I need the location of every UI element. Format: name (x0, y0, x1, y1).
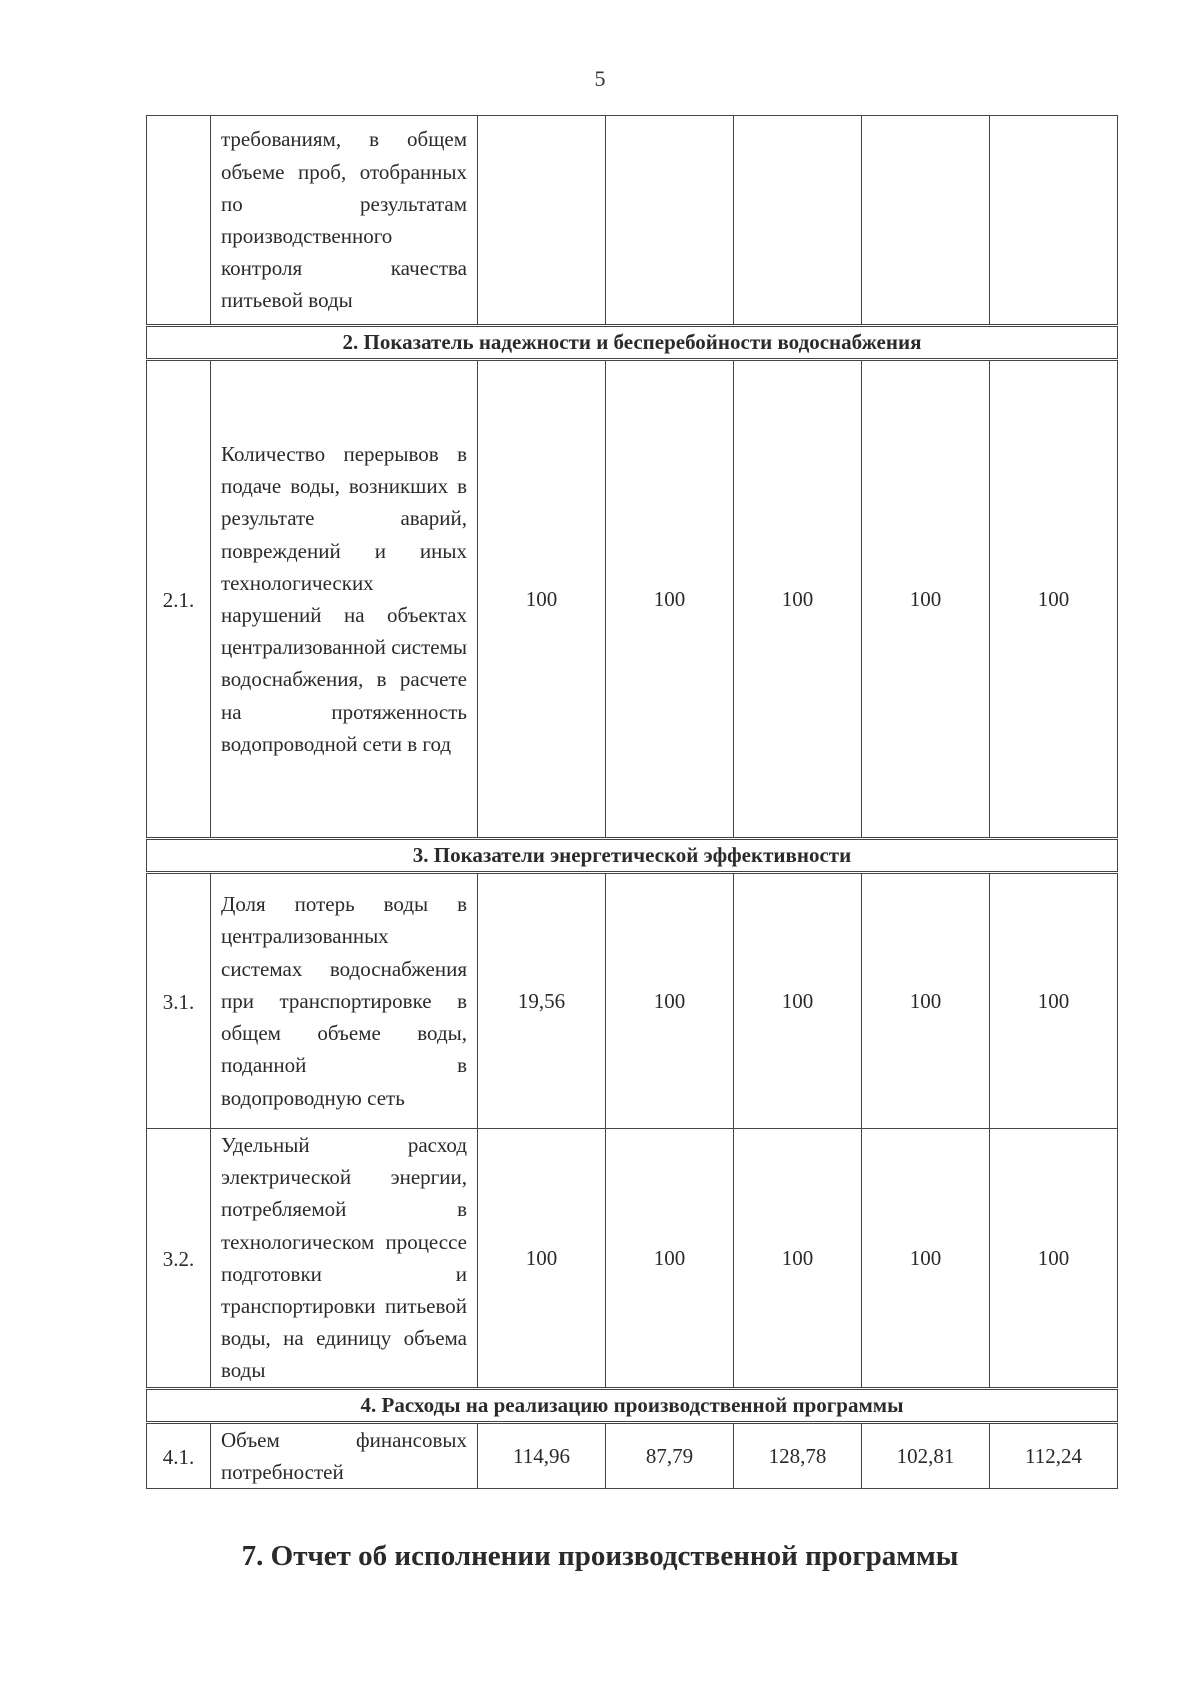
value-cell: 100 (734, 360, 862, 839)
indicator-name: Количество перерывов в подаче воды, возникших в результате аварий, повреждений и иных технологических нарушений на объектах централизованной системы водоснабжения, в расчете на протяженность водопроводной сети в год (211, 360, 478, 839)
indicator-name: Удельный расход электрической энергии, потребляемой в технологическом процессе подготовки и транспортировки питьевой воды, на единицу объема воды (211, 1129, 478, 1389)
row-number: 4.1. (147, 1422, 211, 1488)
value-cell: 100 (862, 360, 990, 839)
value-cell: 100 (990, 360, 1118, 839)
indicator-name: требованиям, в общем объеме проб, отобранных по результатам производственного контроля качества питьевой воды (211, 116, 478, 326)
value-cell: 100 (606, 360, 734, 839)
value-cell: 100 (990, 1129, 1118, 1389)
indicator-name: Доля потерь воды в централизованных системах водоснабжения при транспортировке в общем объеме воды, поданной в водопроводную сеть (211, 873, 478, 1129)
value-cell: 100 (734, 1129, 862, 1389)
value-cell: 100 (990, 873, 1118, 1129)
section-heading: 7. Отчет об исполнении производственной программы (241, 1540, 959, 1572)
value-cell: 19,56 (478, 873, 606, 1129)
row-number: 3.2. (147, 1129, 211, 1389)
row-number: 2.1. (147, 360, 211, 839)
value-cell (862, 116, 990, 326)
section-header (147, 839, 1118, 873)
value-cell: 100 (478, 360, 606, 839)
value-cell: 100 (478, 1129, 606, 1389)
value-cell: 100 (734, 873, 862, 1129)
value-cell: 100 (862, 1129, 990, 1389)
value-cell: 100 (606, 1129, 734, 1389)
value-cell: 128,78 (734, 1422, 862, 1488)
value-cell (478, 116, 606, 326)
row-number (147, 116, 211, 326)
section-title: 2. Показатель надежности и бесперебойности водоснабжения (147, 326, 1118, 360)
value-cell: 102,81 (862, 1422, 990, 1488)
page-number: 5 (594, 66, 606, 91)
table-row (147, 1422, 1118, 1488)
table-row (147, 873, 1118, 1129)
value-cell: 100 (606, 873, 734, 1129)
section-title: 4. Расходы на реализацию производственной программы (147, 1388, 1118, 1422)
value-cell: 87,79 (606, 1422, 734, 1488)
row-number: 3.1. (147, 873, 211, 1129)
value-cell: 112,24 (990, 1422, 1118, 1488)
value-cell (606, 116, 734, 326)
table-row (147, 360, 1118, 839)
value-cell: 100 (862, 873, 990, 1129)
indicators-table (146, 115, 1118, 1489)
section-header (147, 326, 1118, 360)
section-header (147, 1388, 1118, 1422)
section-title: 3. Показатели энергетической эффективности (147, 839, 1118, 873)
table-row (147, 1129, 1118, 1389)
value-cell: 114,96 (478, 1422, 606, 1488)
value-cell (734, 116, 862, 326)
table-row-continued (147, 116, 1118, 326)
indicator-name: Объем финансовых потребностей (211, 1422, 478, 1488)
value-cell (990, 116, 1118, 326)
